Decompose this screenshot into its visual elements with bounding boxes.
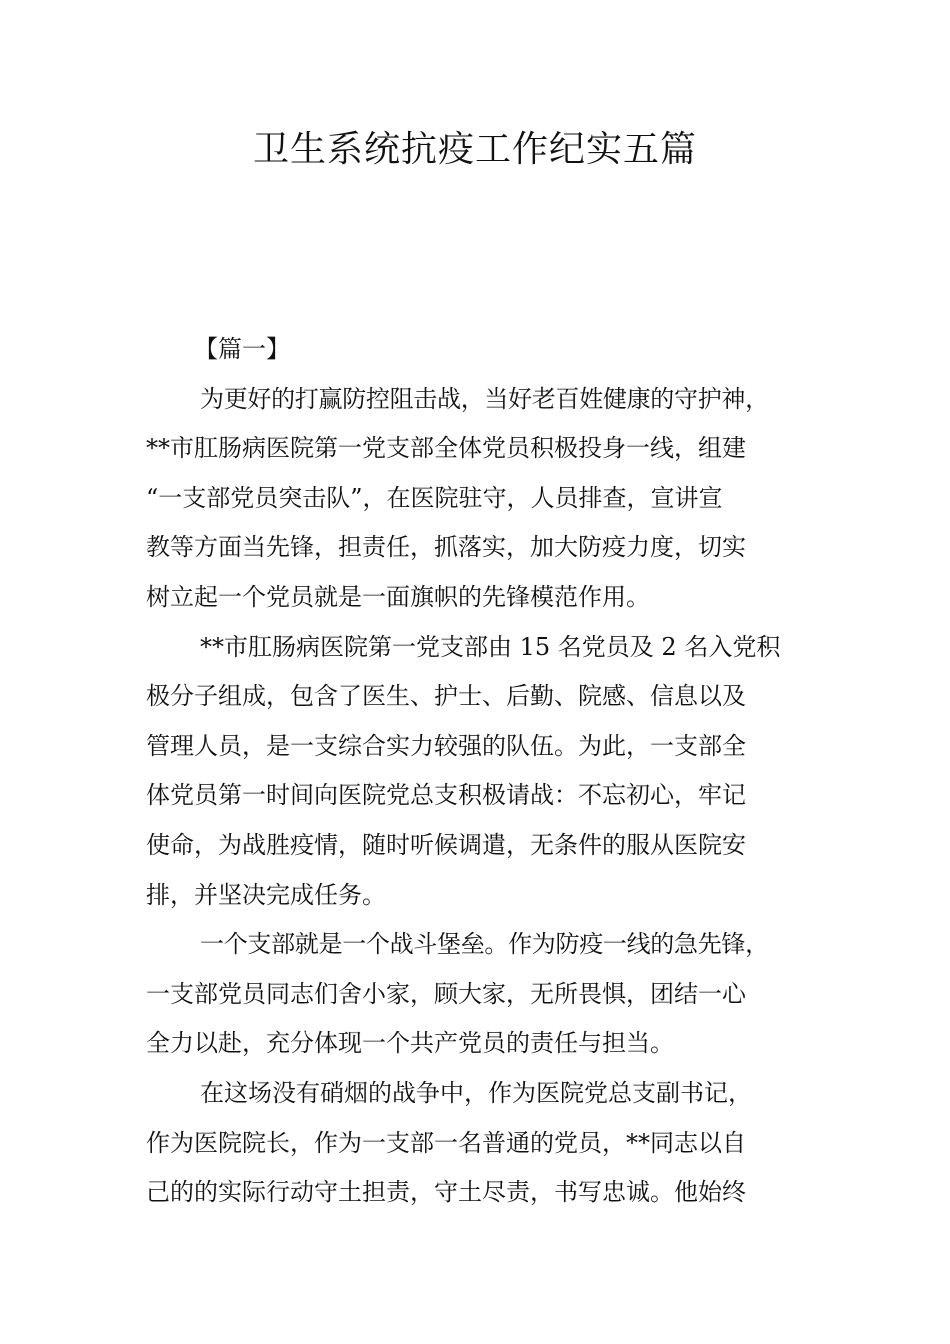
- paragraph-1: [146, 375, 818, 623]
- paragraph-line: **市肛肠病医院第一党支部全体党员积极投身一线，组建: [146, 434, 746, 463]
- paragraph-2: [146, 623, 818, 921]
- paragraph-line: 一个支部就是一个战斗堡垒。作为防疫一线的急先锋，: [200, 930, 769, 959]
- paragraph-line: 极分子组成，包含了医生、护士、后勤、院感、信息以及: [146, 682, 746, 711]
- paragraph-line: 己的的实际行动守土担责，守土尽责，书写忠诚。他始终: [146, 1178, 746, 1207]
- paragraph-line: 教等方面当先锋，担责任，抓落实，加大防疫力度，切实: [146, 533, 746, 562]
- paragraph-line: 管理人员，是一支综合实力较强的队伍。为此，一支部全: [146, 731, 746, 760]
- paragraph-line: **市肛肠病医院第一党支部由 15 名党员及 2 名入党积: [200, 632, 781, 661]
- paragraph-line: 排，并坚决完成任务。: [146, 880, 386, 909]
- paragraph-line: 在这场没有硝烟的战争中，作为医院党总支副书记，: [200, 1078, 752, 1107]
- paragraph-line: 一支部党员同志们舍小家，顾大家，无所畏惧，团结一心: [146, 979, 746, 1008]
- paragraph-line: 树立起一个党员就是一面旗帜的先锋模范作用。: [146, 582, 650, 611]
- document-body: [146, 325, 818, 1218]
- paragraph-line: 作为医院院长，作为一支部一名普通的党员，**同志以自: [146, 1128, 746, 1157]
- paragraph-3: [146, 920, 818, 1069]
- paragraph-line: 使命，为战胜疫情，随时听候调遣，无条件的服从医院安: [146, 830, 746, 859]
- paragraph-line: 体党员第一时间向医院党总支积极请战：不忘初心，牢记: [146, 781, 746, 810]
- section-heading: 【篇一】: [194, 335, 290, 363]
- document-title: 卫生系统抗疫工作纪实五篇: [252, 129, 697, 170]
- paragraph-line: “一支部党员突击队”，在医院驻守，人员排查，宣讲宣: [146, 483, 723, 512]
- paragraph-line: 为更好的打赢防控阻击战，当好老百姓健康的守护神，: [200, 384, 769, 413]
- paragraph-4: [146, 1069, 818, 1218]
- paragraph-line: 全力以赴，充分体现一个共产党员的责任与担当。: [146, 1029, 674, 1058]
